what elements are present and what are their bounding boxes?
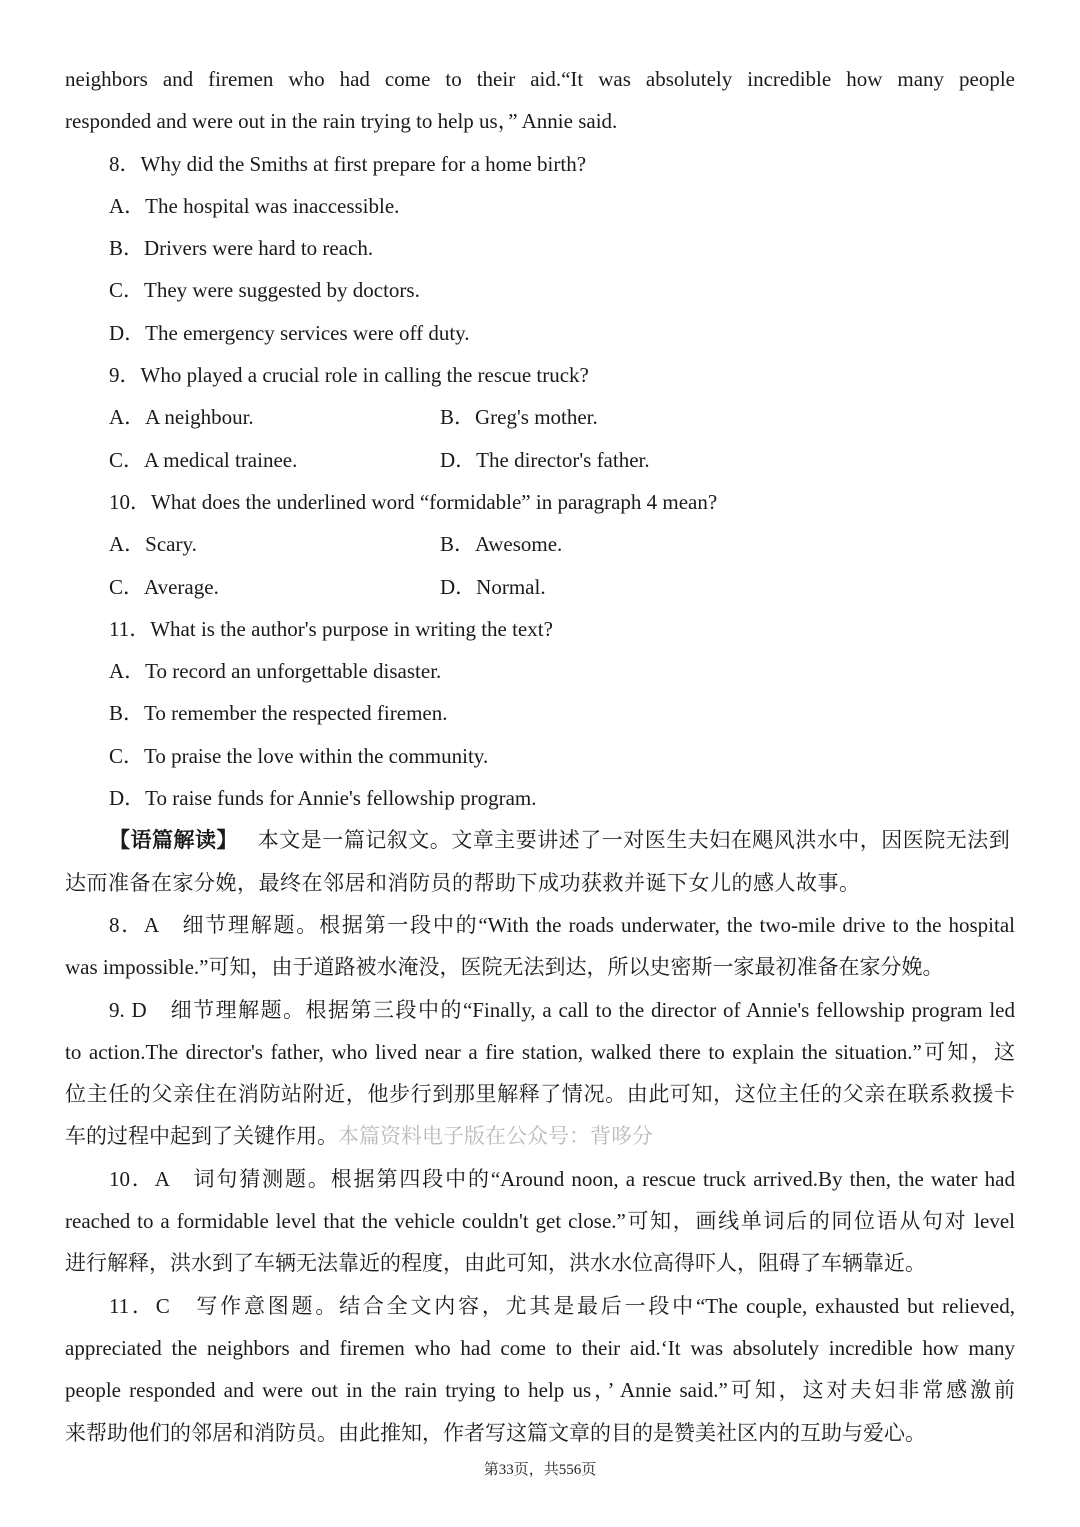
answer-line: 9. D 细节理解题。根据第三段中的“Finally, a call to the director of Annie's fellowship program led	[109, 997, 1015, 1022]
answer-line: people responded and were out in the rain trying to help us，’ Annie said.”可知，这对夫妇非常感激前	[65, 1378, 1015, 1403]
option-b: B．Drivers were hard to reach.	[109, 236, 374, 261]
answer-line: was impossible.”可知，由于道路被水淹没，医院无法到达，所以史密斯一家最初准备在家分娩。	[65, 955, 944, 980]
answer-text: 车的过程中起到了关键作用。	[65, 1124, 338, 1149]
option-b: B．Awesome.	[440, 532, 563, 557]
option-a: A．A neighbour.	[109, 405, 254, 430]
page-footer: 第33页，共556页	[483, 1462, 597, 1478]
option-c: C．They were suggested by doctors.	[109, 278, 420, 303]
answer-line: 进行解释，洪水到了车辆无法靠近的程度，由此可知，洪水水位高得吓人，阻碍了车辆靠近。	[65, 1251, 926, 1276]
option-row	[65, 566, 1015, 608]
option-a: A．Scary.	[109, 532, 197, 557]
analysis-heading: 【语篇解读】	[109, 828, 238, 853]
question-stem: 8．Why did the Smiths at first prepare for a home birth?	[109, 151, 587, 176]
analysis-text: 本文是一篇记叙文。文章主要讲述了一对医生夫妇在飓风洪水中，因医院无法到	[257, 828, 1011, 853]
option-row	[65, 396, 1015, 438]
option-a: A．The hospital was inaccessible.	[109, 193, 400, 218]
watermark-text: 本篇资料电子版在公众号：背哆分	[338, 1124, 653, 1149]
answer-line: to action.The director's father, who lived near a fire station, walked there to explain the situation.”可知，这	[65, 1039, 1015, 1064]
analysis-line	[65, 819, 1015, 861]
option-a: A．To record an unforgettable disaster.	[109, 659, 442, 684]
answer-line: 位主任的父亲住在消防站附近，他步行到那里解释了情况。由此可知，这位主任的父亲在联系救援卡	[65, 1082, 1015, 1107]
question-stem: 9．Who played a crucial role in calling the rescue truck?	[109, 363, 589, 388]
option-b: B．Greg's mother.	[440, 405, 598, 430]
answer-line: 8．A 细节理解题。根据第一段中的“With the roads underwater, the two-mile drive to the hospital	[109, 912, 1015, 937]
option-b: B．To remember the respected firemen.	[109, 701, 448, 726]
answer-line	[65, 1115, 1015, 1157]
option-d: D．Normal.	[440, 574, 546, 599]
answer-line: 来帮助他们的邻居和消防员。由此推知，作者写这篇文章的目的是赞美社区内的互助与爱心。	[65, 1420, 926, 1445]
passage-line: responded and were out in the rain trying to help us，” Annie said.	[65, 109, 618, 134]
document-page	[65, 58, 1015, 1454]
question-stem: 10．What does the underlined word “formidable” in paragraph 4 mean?	[109, 489, 718, 514]
option-d: D．The emergency services were off duty.	[109, 320, 470, 345]
option-c: C．Average.	[109, 574, 219, 599]
option-c: C．A medical trainee.	[109, 447, 298, 472]
answer-line: 11．C 写作意图题。结合全文内容，尤其是最后一段中“The couple, exhausted but relieved,	[109, 1293, 1015, 1318]
analysis-line: 达而准备在家分娩，最终在邻居和消防员的帮助下成功获救并诞下女儿的感人故事。	[65, 870, 861, 895]
option-d: D．To raise funds for Annie's fellowship program.	[109, 786, 537, 811]
question-stem: 11．What is the author's purpose in writing the text?	[109, 616, 553, 641]
option-row	[65, 523, 1015, 565]
answer-line: 10．A 词句猜测题。根据第四段中的“Around noon, a rescue truck arrived.By then, the water had	[109, 1166, 1015, 1191]
option-d: D．The director's father.	[440, 447, 650, 472]
passage-line: neighbors and firemen who had come to their aid.“It was absolutely incredible how many people	[65, 67, 1015, 91]
option-c: C．To praise the love within the community.	[109, 743, 489, 768]
answer-line: appreciated the neighbors and firemen who had come to their aid.‘It was absolutely incredible how many	[65, 1335, 1015, 1360]
option-row	[65, 439, 1015, 481]
answer-line: reached to a formidable level that the vehicle couldn't get close.”可知，画线单词后的同位语从句对 level	[65, 1209, 1015, 1234]
